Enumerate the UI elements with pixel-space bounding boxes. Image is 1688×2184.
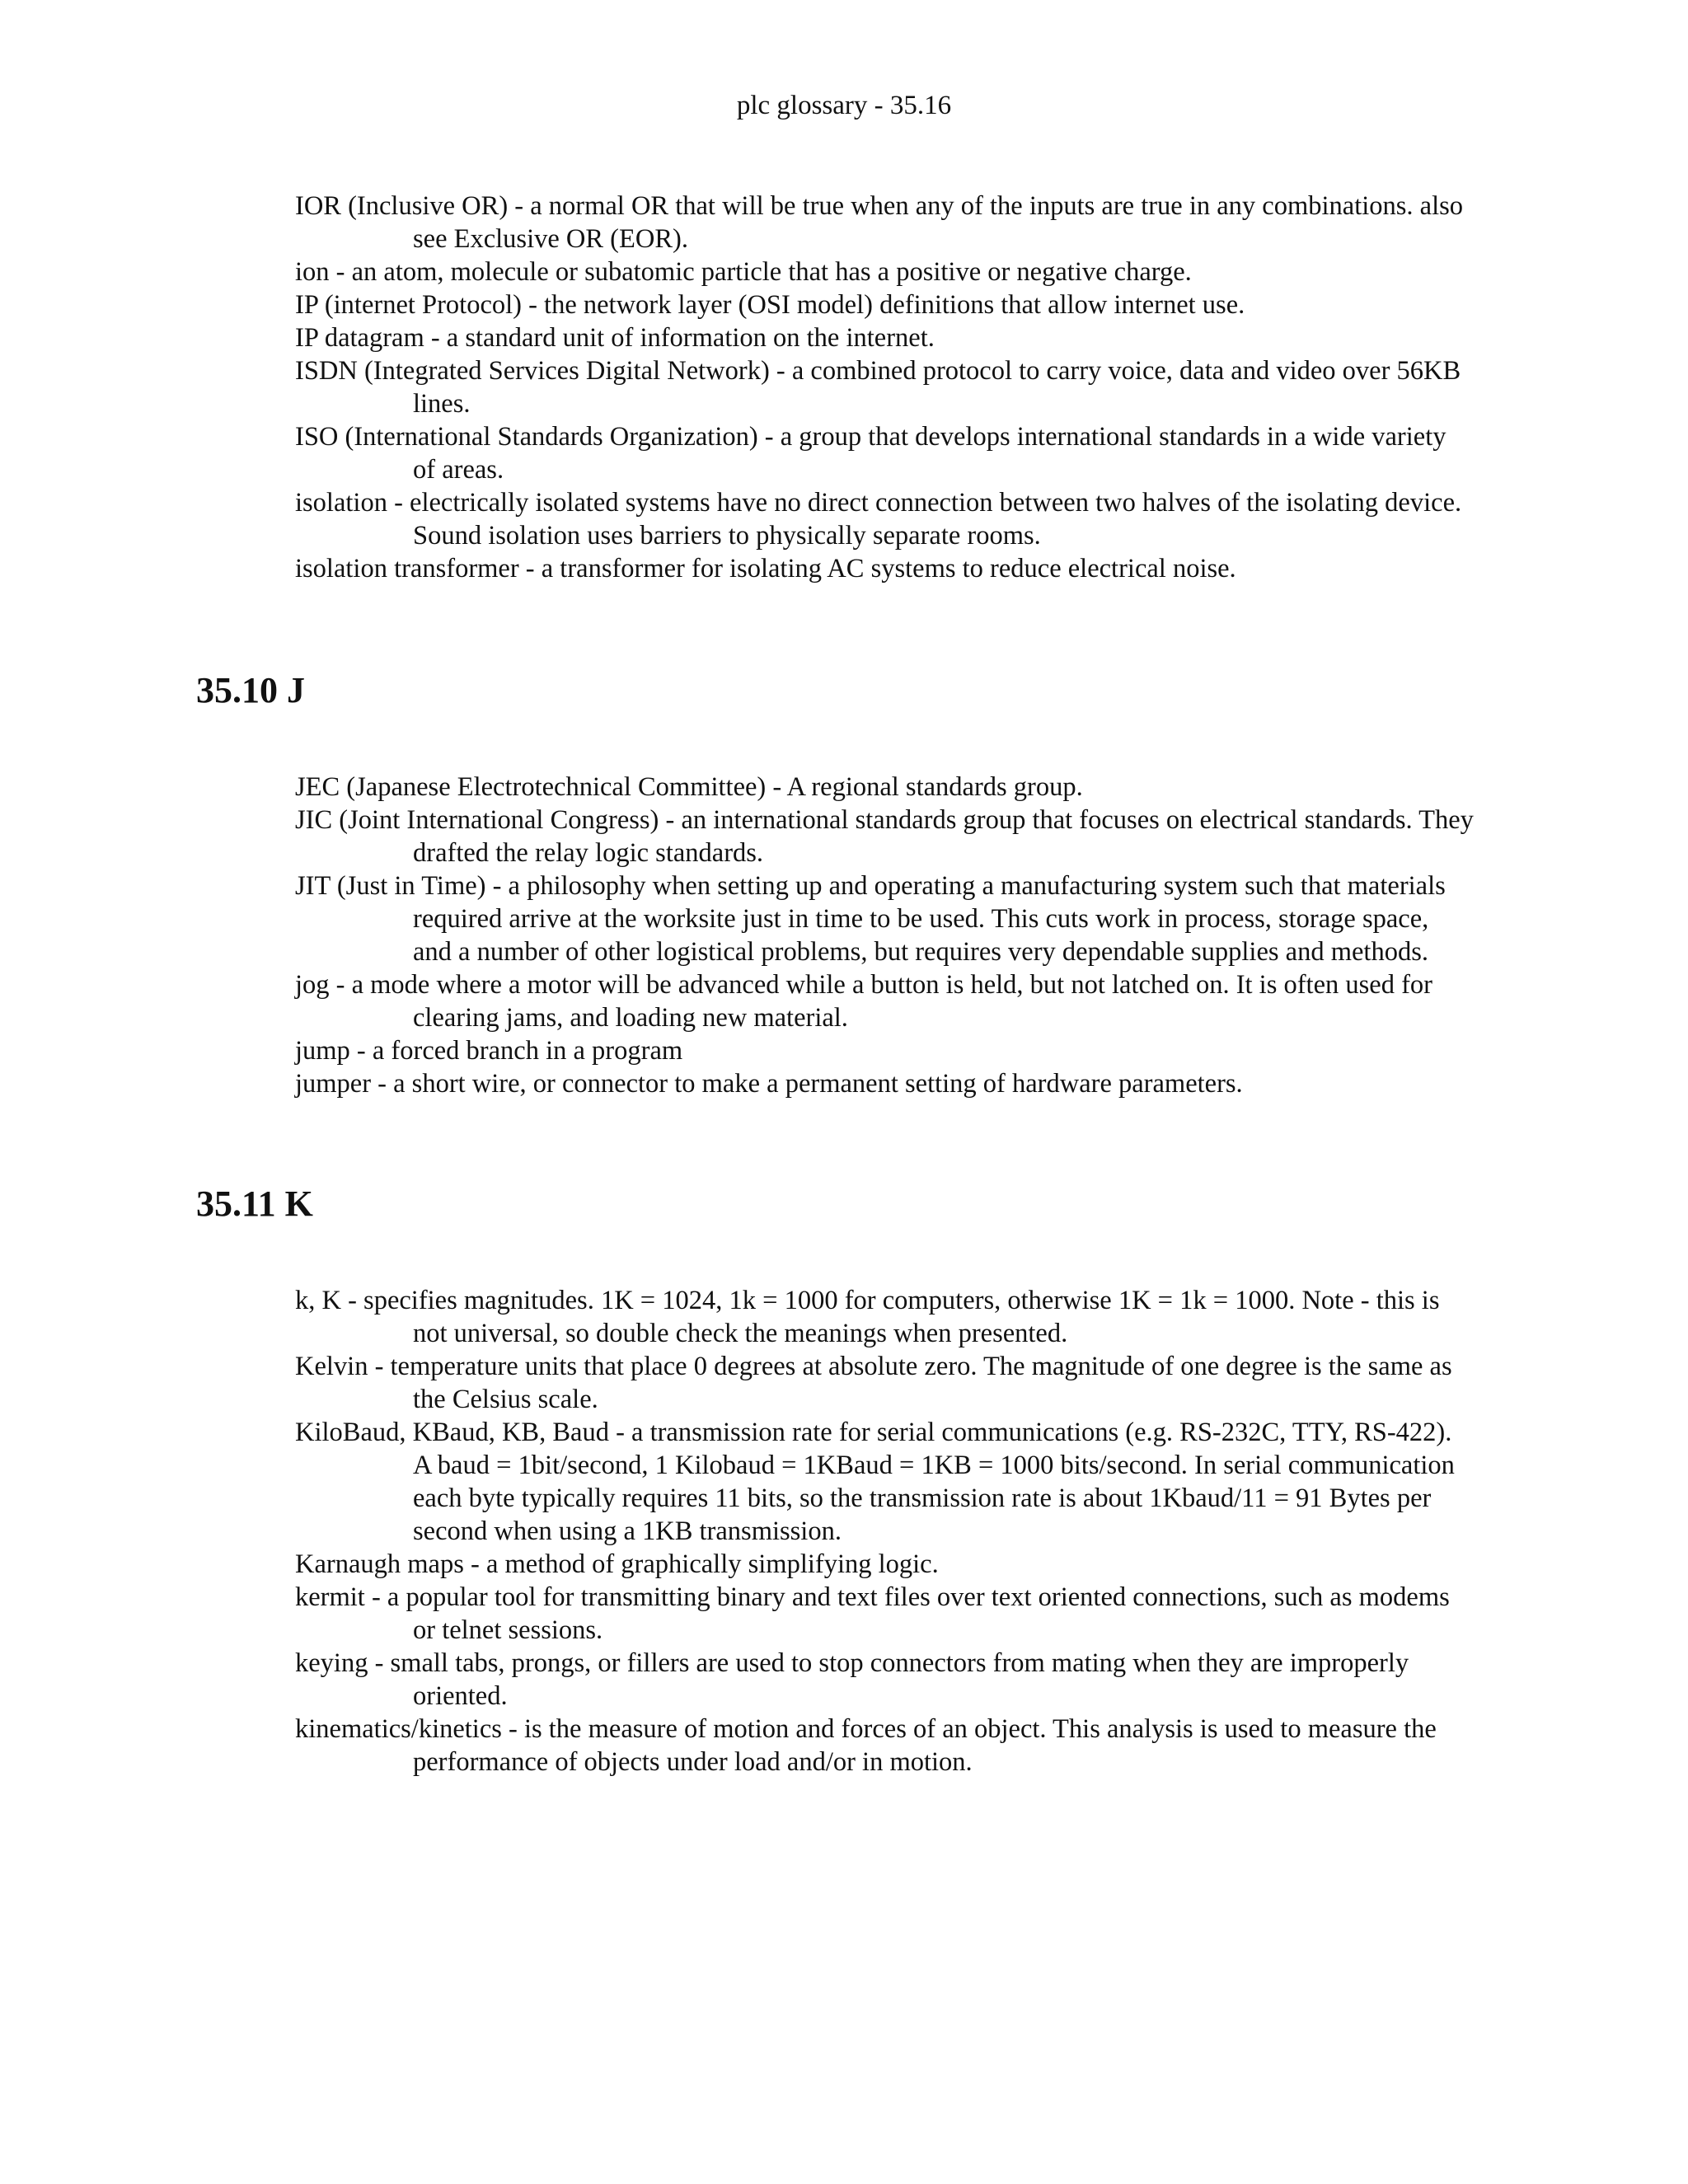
glossary-entry: Karnaugh maps - a method of graphically simplifying logic. (295, 1549, 939, 1579)
glossary-entry: kinematics/kinetics - is the measure of motion and forces of an object. This analysis is used to measure the performance of objects under load and/or in motion. (295, 1714, 1437, 1777)
glossary-list-i (295, 190, 1474, 585)
glossary-entry: kermit - a popular tool for transmitting binary and text files over text oriented connections, such as modems or telnet sessions. (295, 1582, 1450, 1645)
glossary-entry: IOR (Inclusive OR) - a normal OR that will be true when any of the inputs are true in any combinations. also see Exclusive OR (EOR). (295, 191, 1464, 254)
glossary-list-k (295, 1284, 1474, 1779)
glossary-entry: IP (internet Protocol) - the network layer (OSI model) definitions that allow internet use. (295, 290, 1245, 320)
glossary-list-j (295, 771, 1474, 1100)
glossary-entry: k, K - specifies magnitudes. 1K = 1024, 1k = 1000 for computers, otherwise 1K = 1k = 1000. Note - this is not universal, so double check the meanings when presented. (295, 1286, 1440, 1348)
glossary-entry: JIT (Just in Time) - a philosophy when setting up and operating a manufacturing system such that materials required arrive at the worksite just in time to be used. This cuts work in process, storage space, and a number of other logistical problems, but requires very dependable supplies and methods. (295, 871, 1446, 967)
section-heading-j: 35.10 J (196, 670, 305, 710)
glossary-entry: JIC (Joint International Congress) - an international standards group that focuses on electrical standards. They drafted the relay logic standards. (295, 805, 1474, 868)
glossary-entry: ion - an atom, molecule or subatomic particle that has a positive or negative charge. (295, 257, 1192, 287)
glossary-entry: jumper - a short wire, or connector to make a permanent setting of hardware parameters. (295, 1069, 1243, 1099)
glossary-entry: isolation transformer - a transformer for isolating AC systems to reduce electrical noise. (295, 554, 1236, 583)
running-header: plc glossary - 35.16 (736, 91, 952, 120)
glossary-entry: jump - a forced branch in a program (295, 1036, 683, 1066)
glossary-entry: ISDN (Integrated Services Digital Network) - a combined protocol to carry voice, data and video over 56KB lines. (295, 356, 1461, 419)
glossary-entry: jog - a mode where a motor will be advanced while a button is held, but not latched on. It is often used for clearing jams, and loading new material. (295, 970, 1432, 1033)
glossary-entry: KiloBaud, KBaud, KB, Baud - a transmission rate for serial communications (e.g. RS-232C, TTY, RS-422). A baud = 1bit/second, 1 Kilobaud = 1KBaud = 1KB = 1000 bits/second. In serial communication each byte typically requires 11 bits, so the transmission rate is about 1Kbaud/11 = 91 Bytes per second when using a 1KB transmission. (295, 1418, 1455, 1546)
glossary-entry: isolation - electrically isolated systems have no direct connection between two halves of the isolating device. Sound isolation uses barriers to physically separate rooms. (295, 488, 1462, 551)
glossary-entry: Kelvin - temperature units that place 0 degrees at absolute zero. The magnitude of one degree is the same as the Celsius scale. (295, 1352, 1452, 1414)
glossary-entry: JEC (Japanese Electrotechnical Committee) - A regional standards group. (295, 772, 1083, 802)
glossary-entry: IP datagram - a standard unit of information on the internet. (295, 323, 935, 353)
glossary-entry: keying - small tabs, prongs, or fillers are used to stop connectors from mating when they are improperly oriented. (295, 1648, 1409, 1711)
section-heading-k: 35.11 K (196, 1183, 313, 1224)
glossary-entry: ISO (International Standards Organization) - a group that develops international standards in a wide variety of areas. (295, 422, 1447, 485)
